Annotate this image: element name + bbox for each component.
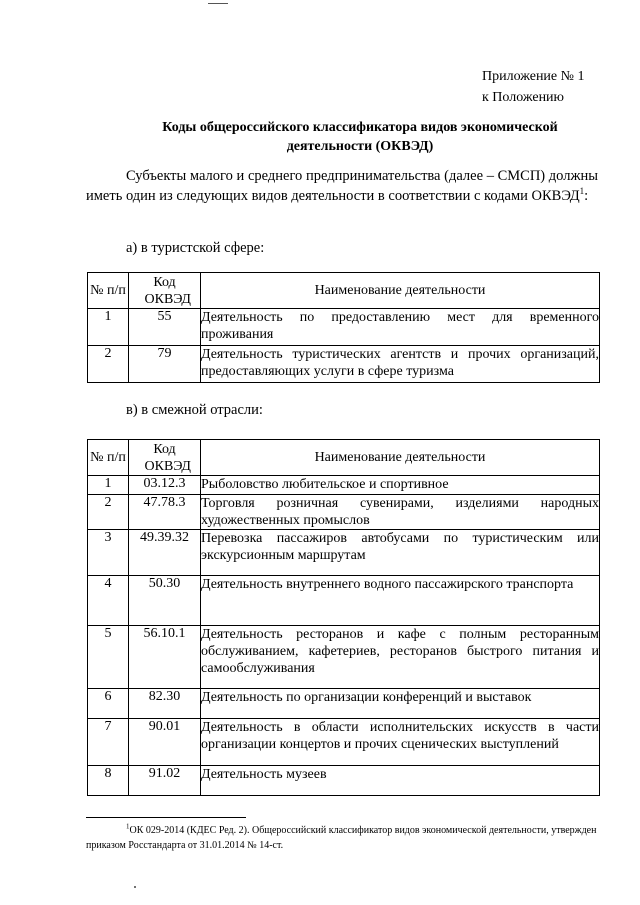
header-code: Код ОКВЭД [129, 273, 201, 309]
table-row [88, 309, 600, 346]
section-a-label: а) в туристской сфере: [126, 240, 265, 256]
header-name: Наименование деятельности [201, 273, 600, 309]
footnote-text: ОК 029-2014 (КДЕС Ред. 2). Общероссийский классификатор видов экономической деятельности, утвержден приказом Росстандарта от 31.01.2014 № 14-ст. [86, 825, 597, 851]
row-name: Деятельность туристических агентств и прочих организаций, предоставляющих услуги в сфере туризма [201, 346, 600, 383]
appendix-line-2: к Положению [482, 90, 565, 105]
row-code: 56.10.1 [129, 626, 201, 689]
row-num: 4 [88, 576, 129, 626]
table-row [88, 346, 600, 383]
intro-text: Субъекты малого и среднего предпринимательства (далее – СМСП) должны иметь один из следующих видов деятельности в соответствии с кодами ОКВЭД [86, 168, 598, 204]
section-b-label: в) в смежной отрасли: [126, 402, 263, 418]
appendix-header [482, 66, 585, 108]
row-num: 6 [88, 689, 129, 719]
intro-suffix: : [584, 188, 589, 204]
tourism-activities-table [87, 272, 600, 383]
header-num: № п/п [88, 440, 129, 476]
row-name: Деятельность по предоставлению мест для временного проживания [201, 309, 600, 346]
row-num: 7 [88, 719, 129, 766]
title-line-2: деятельности (ОКВЭД) [286, 139, 434, 154]
row-name: Торговля розничная сувенирами, изделиями народных художественных промыслов [201, 496, 599, 528]
row-code: 55 [129, 309, 201, 346]
row-num: 2 [88, 495, 129, 530]
row-name: Рыболовство любительское и спортивное [201, 476, 600, 495]
header-code: Код ОКВЭД [129, 440, 201, 476]
table-row [88, 689, 600, 719]
scan-artifact-line [208, 3, 228, 4]
row-name: Деятельность музеев [201, 766, 600, 796]
row-name: Перевозка пассажиров автобусами по туристическим или экскурсионным маршрутам [201, 530, 600, 576]
header-num: № п/п [88, 273, 129, 309]
intro-footnote-ref: 1 [579, 186, 585, 197]
row-code: 03.12.3 [129, 476, 201, 495]
table-row [88, 495, 600, 530]
table-row [88, 719, 600, 766]
intro-paragraph [86, 166, 598, 206]
table-header-row [88, 273, 600, 309]
row-name: Деятельность ресторанов и кафе с полным ресторанным обслуживанием, кафетериев, ресторанов быстрого питания и самообслуживания [201, 626, 600, 689]
related-industry-table [87, 439, 600, 796]
table-row [88, 766, 600, 796]
table-header-row [88, 440, 600, 476]
row-num: 1 [88, 309, 129, 346]
row-num: 3 [88, 530, 129, 576]
document-title [100, 118, 620, 156]
row-code: 79 [129, 346, 201, 383]
header-name: Наименование деятельности [201, 440, 600, 476]
row-num: 5 [88, 626, 129, 689]
appendix-line-1: Приложение № 1 [482, 69, 585, 84]
row-code: 91.02 [129, 766, 201, 796]
row-code: 49.39.32 [129, 530, 201, 576]
row-name: Деятельность внутреннего водного пассажирского транспорта [201, 576, 600, 626]
table-row [88, 576, 600, 626]
row-num: 1 [88, 476, 129, 495]
footnote-separator [86, 817, 246, 818]
row-code: 50.30 [129, 576, 201, 626]
table-row [88, 626, 600, 689]
row-code: 90.01 [129, 719, 201, 766]
row-code: 47.78.3 [129, 495, 201, 530]
table-row [88, 476, 600, 495]
row-num: 8 [88, 766, 129, 796]
table-row [88, 530, 600, 576]
scan-artifact-dot [134, 886, 136, 888]
title-line-1: Коды общероссийского классификатора видов экономической [162, 120, 558, 135]
row-name: Деятельность в области исполнительских искусств в части организации концертов и прочих сценических выступлений [201, 719, 600, 766]
footnote [86, 823, 598, 853]
row-num: 2 [88, 346, 129, 383]
footnote-ref: 1 [126, 822, 130, 831]
row-name: Деятельность по организации конференций и выставок [201, 689, 600, 719]
row-code: 82.30 [129, 689, 201, 719]
